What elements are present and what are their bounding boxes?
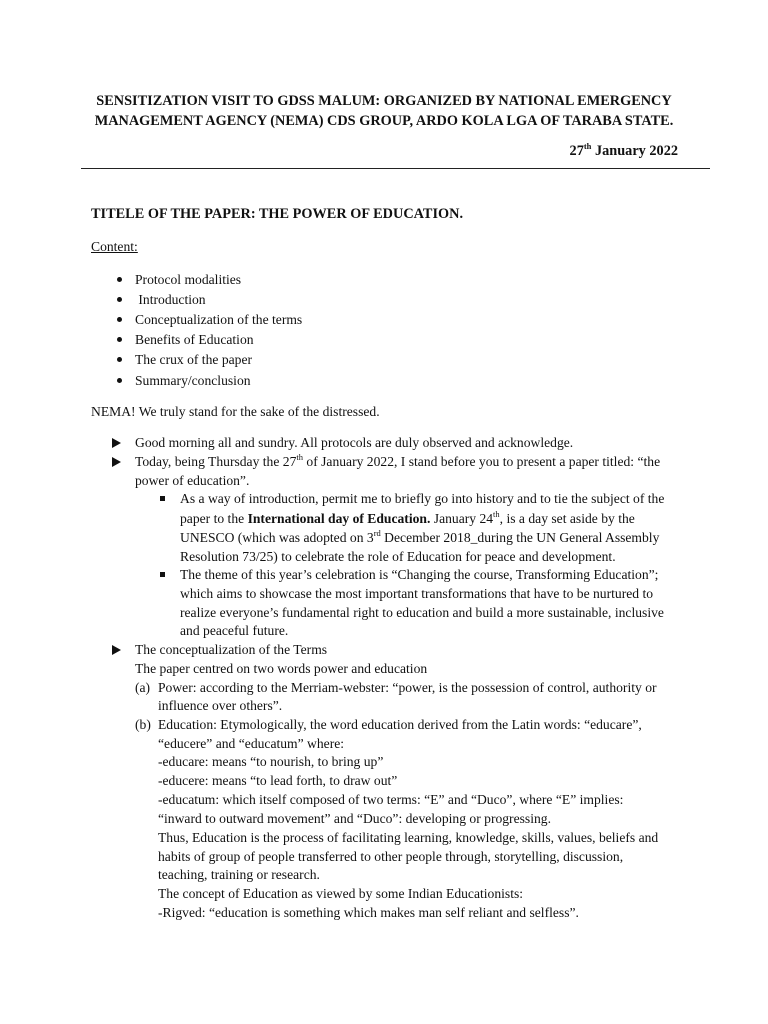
paper-title: TITELE OF THE PAPER: THE POWER OF EDUCATION. (91, 206, 464, 222)
nema-slogan: NEMA! We truly stand for the sake of the distressed. (91, 404, 380, 419)
item-a-label: (a) (135, 680, 151, 695)
intro-text-a: Today, being Thursday the 27 (135, 454, 297, 469)
sub1-text-c: , is a day set aside by the (499, 511, 635, 526)
date-suffix: th (583, 141, 592, 151)
sub1-line-1: As a way of introduction, permit me to briefly go into history and to tie the subject of the (180, 491, 665, 506)
bullet-icon (117, 357, 122, 362)
bullet-icon (117, 378, 122, 383)
content-item: The crux of the paper (135, 352, 253, 367)
education-line: habits of group of people transferred to other people through, storytelling, discussion, (158, 849, 624, 864)
education-line: -educare: means “to nourish, to bring up” (158, 754, 384, 769)
sub1-text-e: December 2018_during the UN General Assembly (380, 530, 660, 545)
content-item: Conceptualization of the terms (135, 312, 303, 327)
education-line: “inward to outward movement” and “Duco”: developing or progressing. (158, 811, 551, 826)
header-divider (81, 168, 710, 169)
sub1-text-d: UNESCO (which was adopted on 3 (180, 530, 374, 545)
bullet-icon (117, 317, 122, 322)
document-title (60, 91, 708, 131)
intro-line-1 (135, 453, 660, 471)
sub2-line-3: realize everyone’s fundamental right to education and build a more sustainable, inclusive (180, 605, 664, 620)
international-day-label: International day of Education. (247, 511, 431, 526)
date-day: 27 (569, 143, 584, 159)
content-item: Protocol modalities (135, 272, 242, 287)
date-rest: January 2022 (591, 143, 678, 159)
sub1-line-3 (180, 529, 659, 547)
content-item: Introduction (135, 292, 206, 307)
square-bullet-icon (160, 496, 165, 501)
document-date (570, 143, 678, 160)
item-b-label: (b) (135, 717, 151, 732)
greeting-text: Good morning all and sundry. All protocols are duly observed and acknowledge. (135, 435, 574, 450)
power-definition-line-1: Power: according to the Merriam-webster: “power, is the possession of control, authority or (158, 680, 657, 695)
sub2-line-1: The theme of this year’s celebration is “Changing the course, Transforming Education”; (180, 567, 659, 582)
arrow-bullet-icon (112, 457, 121, 467)
sub2-line-4: and peaceful future. (180, 623, 289, 638)
sub1-sup: th (493, 509, 500, 519)
education-line: -educatum: which itself composed of two terms: “E” and “Duco”, where “E” implies: (158, 792, 624, 807)
sub2-line-2: which aims to showcase the most important transformations that have to be nurtured to (180, 586, 654, 601)
education-line: The concept of Education as viewed by some Indian Educationists: (158, 886, 524, 901)
title-line-2: MANAGEMENT AGENCY (NEMA) CDS GROUP, ARDO KOLA LGA OF TARABA STATE. (94, 113, 674, 129)
bullet-icon (117, 277, 122, 282)
education-line: -Rigved: “education is something which makes man self reliant and selfless”. (158, 905, 579, 920)
intro-text-b: of January 2022, I stand before you to present a paper titled: “the (303, 454, 661, 469)
sub1-sup-rd: rd (373, 528, 381, 538)
education-line: “educere” and “educatum” where: (158, 736, 345, 751)
education-line: -educere: means “to lead forth, to draw out” (158, 773, 398, 788)
square-bullet-icon (160, 572, 165, 577)
content-item: Benefits of Education (135, 332, 254, 347)
sub1-line-2 (180, 510, 635, 528)
bullet-icon (117, 337, 122, 342)
title-line-1: SENSITIZATION VISIT TO GDSS MALUM: ORGANIZED BY NATIONAL EMERGENCY (96, 93, 672, 109)
education-line: teaching, training or research. (158, 867, 320, 882)
bullet-icon (117, 297, 122, 302)
arrow-bullet-icon (112, 645, 121, 655)
intro-line-2: power of education”. (135, 473, 250, 488)
content-item: Summary/conclusion (135, 373, 251, 388)
education-line: Education: Etymologically, the word education derived from the Latin words: “educare”, (158, 717, 642, 732)
education-line: Thus, Education is the process of facilitating learning, knowledge, skills, values, beliefs and (158, 830, 659, 845)
sub1-text-b: January 24 (430, 511, 494, 526)
terms-heading: The conceptualization of the Terms (135, 642, 328, 657)
intro-sup: th (296, 452, 304, 462)
sub1-line-4: Resolution 73/25) to celebrate the role of Education for peace and development. (180, 549, 616, 564)
power-definition-line-2: influence over others”. (158, 698, 283, 713)
content-label: Content: (91, 239, 138, 254)
terms-intro: The paper centred on two words power and education (135, 661, 428, 676)
sub1-text-a: paper to the (180, 511, 248, 526)
arrow-bullet-icon (112, 438, 121, 448)
